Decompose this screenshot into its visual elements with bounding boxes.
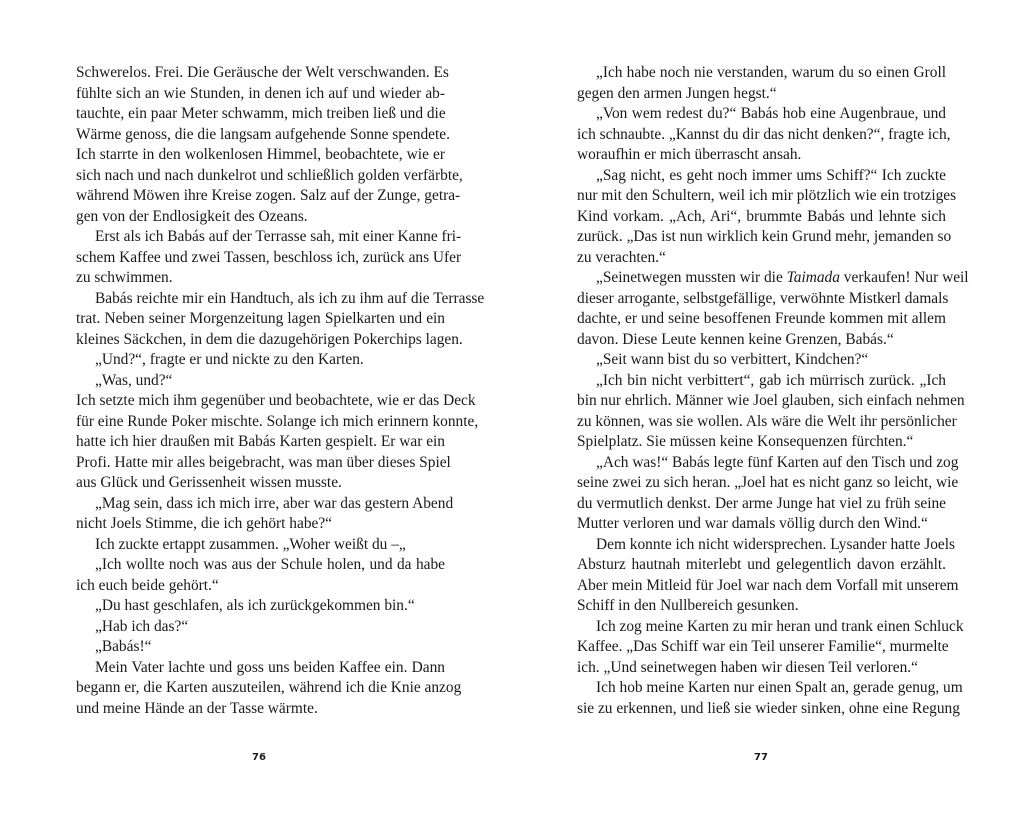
- text-line: dachte, er und seine besoffenen Freunde kommen mit allem: [577, 310, 946, 327]
- text-line: du vermutlich denkst. Der arme Junge hat viel zu früh seine: [577, 494, 946, 512]
- text-line: während Möwen ihre Kreise zogen. Salz auf der Zunge, getra-: [76, 187, 461, 204]
- text-line: „Ich wollte noch was aus der Schule holen, und da habe: [95, 556, 445, 573]
- text-line: „Ich bin nicht verbittert“, gab ich mürrisch zurück. „Ich: [596, 371, 946, 389]
- text-line: und meine Hände an der Tasse wärmte.: [76, 699, 318, 717]
- text-line: zu verachten.“: [577, 248, 666, 266]
- text-line: nur mit den Schultern, weil ich mir plötzlich wie ein trotziges: [577, 187, 957, 204]
- text-line: Dem konnte ich nicht widersprechen. Lysander hatte Joels: [596, 535, 956, 553]
- text-line: Profi. Hatte mir alles beigebracht, was man über dieses Spiel: [76, 453, 451, 471]
- text-line: zu schwimmen.: [76, 269, 173, 286]
- text-line: Mutter verloren und war damals völlig durch den Wind.“: [577, 515, 928, 532]
- text-line: Ich hob meine Karten nur einen Spalt an, gerade genug, um: [596, 679, 963, 696]
- text-line: gen von der Endlosigkeit des Ozeans.: [76, 207, 308, 225]
- text-line: Kind vorkam. „Ach, Ari“, brummte Babás und lehnte sich: [577, 207, 946, 225]
- text-line: nicht Joels Stimme, die ich gehört habe?“: [76, 515, 333, 532]
- text-line: Erst als ich Babás auf der Terrasse sah, mit einer Kanne fri-: [95, 228, 462, 245]
- text-line: tauchte, ein paar Meter schwamm, mich treiben ließ und die: [76, 105, 446, 122]
- text-line: bin nur ehrlich. Männer wie Joel glauben, sich einfach nehmen: [577, 392, 965, 409]
- text-line: sich nach und nach dunkelrot und schließlich golden verfärbte,: [76, 166, 463, 184]
- text-line: woraufhin er mich überrascht ansah.: [577, 146, 802, 163]
- text-line: begann er, die Karten auszuteilen, während ich die Knie anzog: [76, 679, 462, 696]
- text-line: Mein Vater lachte und goss uns beiden Kaffee ein. Dann: [95, 658, 445, 676]
- text-line: Aber mein Mitleid für Joel war nach dem Vorfall mit unserem: [577, 576, 959, 594]
- right-page-text: [577, 63, 969, 719]
- text-line: seine zwei zu sich heran. „Joel hat es nicht ganz so leicht, wie: [577, 474, 959, 491]
- text-line: kleines Säckchen, in dem die dazugehörigen Pokerchips lagen.: [76, 330, 463, 348]
- text-line: ich schnaubte. „Kannst du dir das nicht denken?“, fragte ich,: [577, 125, 951, 143]
- text-line: gegen den armen Jungen hegst.“: [577, 84, 777, 102]
- text-line: ich. „Und seinetwegen haben wir diesen Teil verloren.“: [577, 658, 918, 676]
- text-line: „Seinetwegen mussten wir die Taimada verkaufen! Nur weil: [596, 269, 969, 286]
- text-line: Babás reichte mir ein Handtuch, als ich zu ihm auf die Terrasse: [95, 289, 485, 307]
- text-line: für eine Runde Poker mischte. Solange ich mich erinnern konnte,: [76, 412, 479, 430]
- right-page-number: 77: [754, 752, 768, 763]
- text-line: „Was, und?“: [95, 371, 173, 389]
- text-line: Kaffee. „Das Schiff war ein Teil unserer Familie“, murmelte: [577, 638, 949, 655]
- text-line: „Du hast geschlafen, als ich zurückgekommen bin.“: [95, 597, 415, 614]
- text-line: Spielplatz. Sie müssen keine Konsequenzen fürchten.“: [577, 433, 914, 450]
- text-line: „Von wem redest du?“ Babás hob eine Augenbraue, und: [596, 105, 946, 122]
- text-line: „Ach was!“ Babás legte fünf Karten auf den Tisch und zog: [596, 453, 959, 471]
- text-line: trat. Neben seiner Morgenzeitung lagen Spielkarten und ein: [76, 310, 445, 327]
- text-line: davon. Diese Leute kennen keine Grenzen, Babás.“: [577, 330, 894, 348]
- text-line: „Seit wann bist du so verbittert, Kindchen?“: [596, 351, 869, 368]
- text-line: fühlte sich an wie Stunden, in denen ich auf und wieder ab-: [76, 84, 445, 102]
- text-line: dieser arrogante, selbstgefällige, verwöhnte Mistkerl damals: [577, 289, 949, 307]
- text-line: „Babás!“: [95, 638, 152, 655]
- text-line: ich euch beide gehört.“: [76, 576, 219, 594]
- text-line: Wärme genoss, die die langsam aufgehende Sonne spendete.: [76, 125, 450, 143]
- text-line: Schwerelos. Frei. Die Geräusche der Welt verschwanden. Es: [76, 64, 449, 81]
- text-line: sie zu erkennen, und ließ sie wieder sinken, ohne eine Regung: [577, 699, 960, 717]
- text-line: „Mag sein, dass ich mich irre, aber war das gestern Abend: [95, 494, 454, 512]
- text-line: „Ich habe noch nie verstanden, warum du so einen Groll: [596, 64, 946, 81]
- text-line: zu können, was sie wollen. Als wäre die Welt ihr persönlicher: [577, 412, 957, 430]
- left-page-text: [76, 63, 485, 719]
- text-line: schem Kaffee und zwei Tassen, beschloss ich, zurück ans Ufer: [76, 248, 462, 266]
- text-line: hatte ich hier draußen mit Babás Karten gespielt. Er war ein: [76, 433, 445, 450]
- text-line: „Sag nicht, es geht noch immer ums Schiff?“ Ich zuckte: [596, 166, 946, 184]
- left-page-number: 76: [252, 752, 266, 763]
- text-line: „Und?“, fragte er und nickte zu den Karten.: [95, 351, 364, 368]
- text-line: Absturz hautnah miterlebt und gelegentlich davon erzählt.: [577, 556, 946, 573]
- text-line: zurück. „Das ist nun wirklich kein Grund mehr, jemanden so: [577, 228, 952, 245]
- text-line: Ich zuckte ertappt zusammen. „Woher weißt du –„: [95, 535, 406, 553]
- text-line: Ich starrte in den wolkenlosen Himmel, beobachtete, wie er: [76, 146, 445, 163]
- text-line: aus Glück und Gerissenheit wissen musste.: [76, 474, 342, 491]
- text-line: Schiff in den Nullbereich gesunken.: [577, 597, 799, 614]
- text-line: Ich setzte mich ihm gegenüber und beobachtete, wie er das Deck: [76, 392, 476, 409]
- text-line: Ich zog meine Karten zu mir heran und trank einen Schluck: [596, 617, 964, 635]
- text-line: „Hab ich das?“: [95, 617, 189, 635]
